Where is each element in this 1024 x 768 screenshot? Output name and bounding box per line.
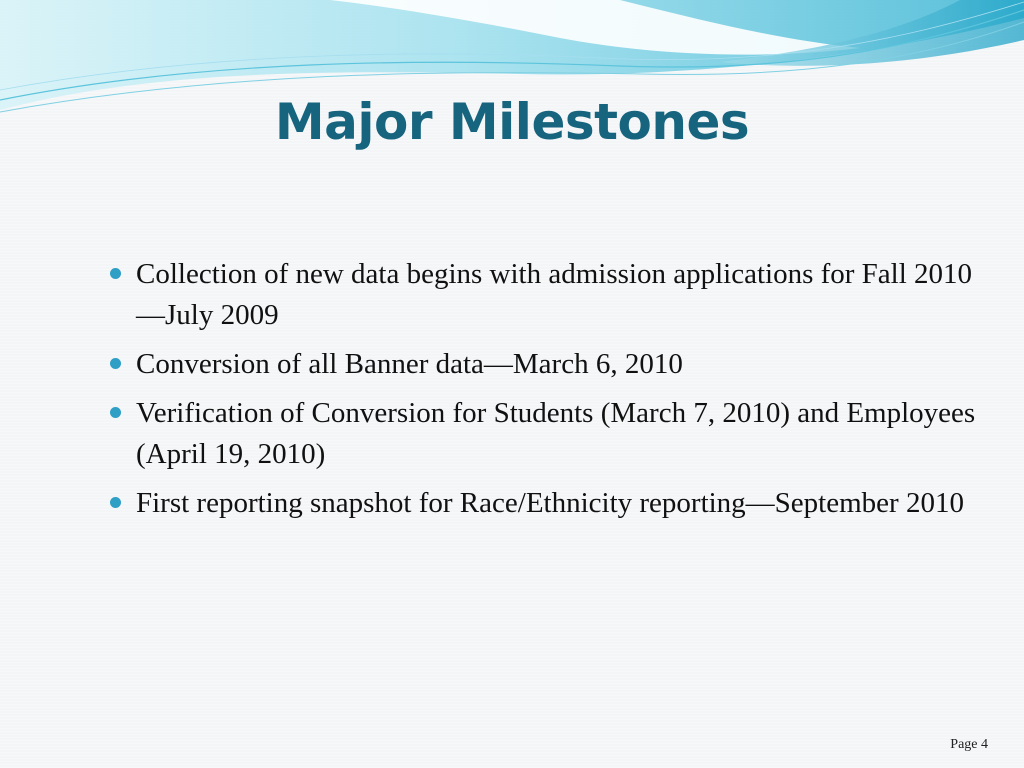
bullet-text: Verification of Conversion for Students (March 7, 2010) and Employees (April 19, 2010)	[136, 397, 976, 470]
bullet-item	[108, 254, 988, 336]
page-number: Page 4	[950, 737, 988, 752]
bullet-item	[108, 393, 988, 475]
bullet-item	[108, 483, 988, 524]
bullet-text: Collection of new data begins with admission applications for Fall 2010—July 2009	[136, 258, 973, 331]
bullet-list	[108, 254, 988, 532]
bullet-dot-icon	[110, 358, 121, 369]
bullet-dot-icon	[110, 268, 121, 279]
bullet-text: First reporting snapshot for Race/Ethnicity reporting—September 2010	[136, 487, 964, 519]
bullet-item	[108, 344, 988, 385]
bullet-dot-icon	[110, 407, 121, 418]
bullet-text: Conversion of all Banner data—March 6, 2010	[136, 348, 683, 380]
bullet-dot-icon	[110, 497, 121, 508]
slide-title: Major Milestones	[274, 93, 750, 151]
